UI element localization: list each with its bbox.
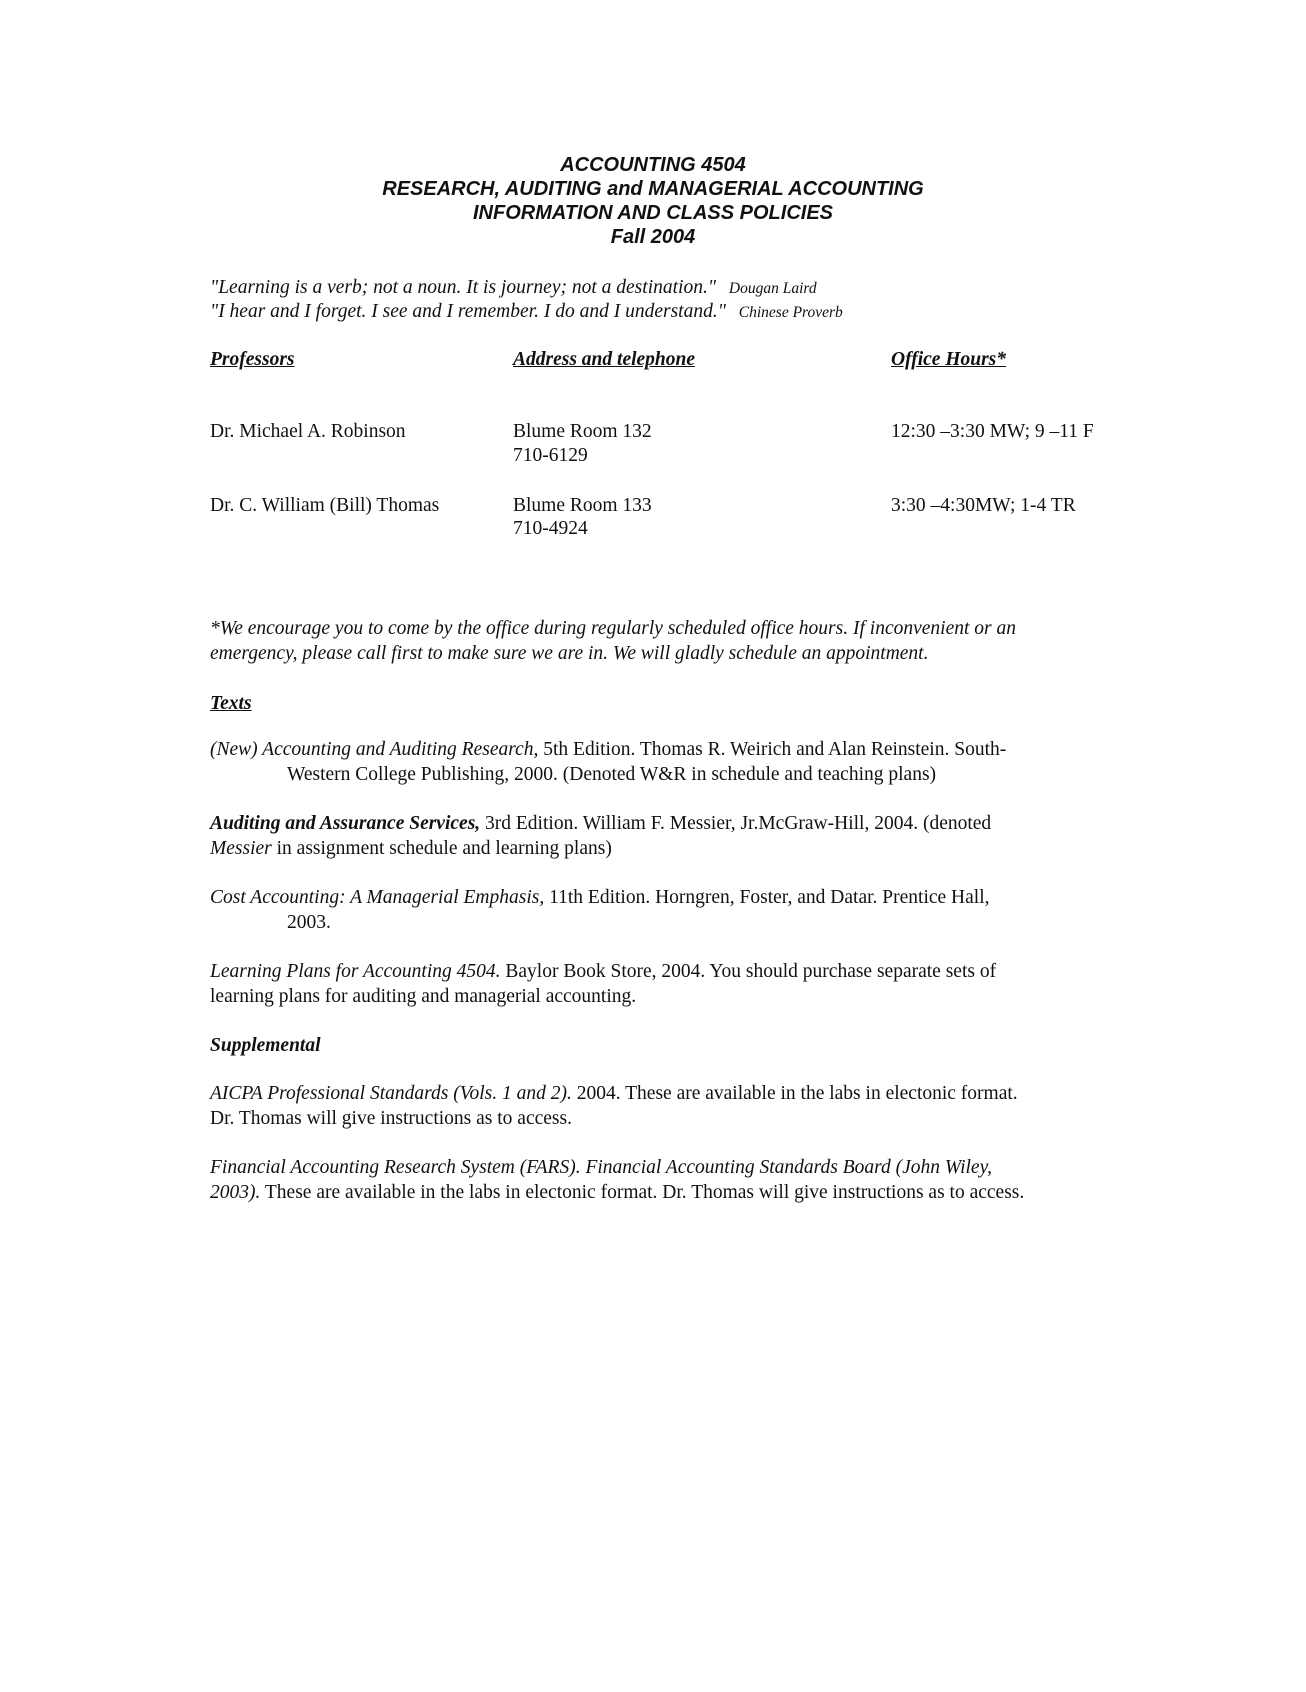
header-professors: Professors: [210, 349, 295, 370]
texts-heading: Texts: [210, 693, 252, 714]
quote-1: [210, 275, 817, 301]
course-title: RESEARCH, AUDITING and MANAGERIAL ACCOUNTING: [382, 178, 924, 200]
quote-2-text: "I hear and I forget. I see and I remember. I do and I understand.": [210, 301, 726, 322]
text-title: Auditing and Assurance Services,: [210, 813, 481, 834]
quote-2: [210, 299, 843, 325]
office-room: Blume Room 132: [513, 421, 652, 442]
professor-name: Dr. Michael A. Robinson: [210, 421, 406, 442]
office-hours: 3:30 –4:30MW; 1-4 TR: [891, 495, 1076, 516]
professor-name: Dr. C. William (Bill) Thomas: [210, 495, 440, 516]
text-item: Auditing and Assurance Services, 3rd Edition. William F. Messier, Jr.McGraw-Hill, 2004. (denoted Messier in assignment schedule and learning plans): [210, 813, 992, 859]
quote-1-text: "Learning is a verb; not a noun. It is journey; not a destination.": [210, 277, 717, 298]
document-title: INFORMATION AND CLASS POLICIES: [473, 202, 833, 224]
text-title: Learning Plans for Accounting 4504.: [210, 961, 501, 982]
office-hours: 12:30 –3:30 MW; 9 –11 F: [891, 421, 1094, 442]
quote-2-author: Chinese Proverb: [738, 304, 843, 321]
supplemental-item: AICPA Professional Standards (Vols. 1 and 2). 2004. These are available in the labs in electonic format. Dr. Thomas will give instructions as to access.: [210, 1083, 1018, 1129]
text-title: (New) Accounting and Auditing Research,: [210, 739, 539, 760]
course-number: ACCOUNTING 4504: [560, 154, 746, 176]
office-phone: 710-4924: [513, 518, 588, 539]
supplemental-heading: Supplemental: [210, 1035, 321, 1056]
supplemental-title: Financial Accounting Research System (FARS). Financial Accounting Standards Board (John Wiley,: [210, 1157, 993, 1178]
header-address: Address and telephone: [513, 349, 696, 370]
supplemental-title: AICPA Professional Standards (Vols. 1 and 2).: [210, 1083, 572, 1104]
text-item: Cost Accounting: A Managerial Emphasis, 11th Edition. Horngren, Foster, and Datar. Prentice Hall, 2003.: [210, 887, 990, 933]
office-hours-note: *We encourage you to come by the office during regularly scheduled office hours. If inconvenient or an emergency, please call first to make sure we are in. We will gladly schedule an appointment.: [210, 618, 1016, 664]
semester: Fall 2004: [610, 226, 696, 248]
text-item: Learning Plans for Accounting 4504. Baylor Book Store, 2004. You should purchase separate sets of learning plans for auditing and managerial accounting.: [210, 961, 997, 1007]
office-room: Blume Room 133: [513, 495, 652, 516]
supplemental-item: Financial Accounting Research System (FARS). Financial Accounting Standards Board (John Wiley, 2003). These are available in the labs in electonic format. Dr. Thomas will give instructions as to access.: [210, 1157, 1025, 1203]
text-title: Cost Accounting: A Managerial Emphasis,: [210, 887, 545, 908]
office-phone: 710-6129: [513, 445, 588, 466]
text-item: (New) Accounting and Auditing Research, 5th Edition. Thomas R. Weirich and Alan Reinstein. South- Western College Publishing, 2000. (Denoted W&R in schedule and teaching plans): [210, 739, 1007, 785]
header-office-hours: Office Hours*: [891, 349, 1007, 370]
quote-1-author: Dougan Laird: [728, 280, 817, 297]
